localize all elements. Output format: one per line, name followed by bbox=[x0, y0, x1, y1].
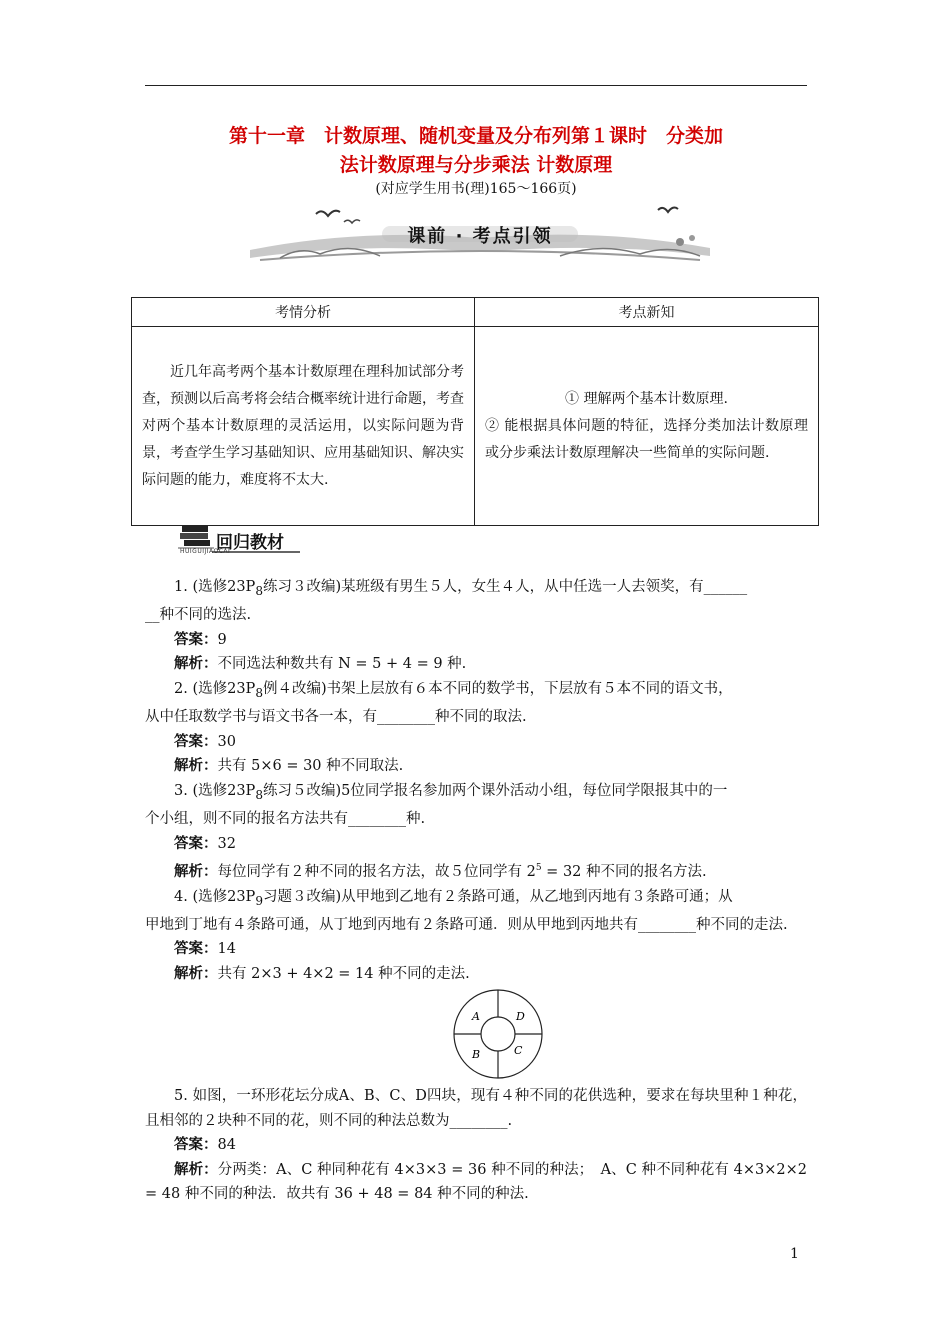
problem-4-cont: 甲地到丁地有４条路可通，从丁地到丙地有２条路可通．则从甲地到丙地共有________种不同的走法. bbox=[145, 916, 788, 933]
problem-1: 1. (选修$23P_8$练习３改编)某班级有男生５人，女生４人，从中任选一人去领奖，有______ bbox=[174, 579, 748, 598]
col1-header: 考情分析 bbox=[132, 298, 475, 327]
subtitle: (对应学生用书(理)165～166页) bbox=[375, 181, 577, 197]
answer-5: 答案：84 bbox=[174, 1136, 236, 1154]
answer-1: 答案：9 bbox=[174, 630, 227, 648]
analysis-1: 解析：不同选法种数共有 N = 5 + 4 = 9 种. bbox=[174, 655, 467, 673]
problem-1-cont: __种不同的选法. bbox=[145, 607, 252, 624]
region-d-label: D bbox=[516, 1010, 525, 1024]
bird-icon bbox=[658, 208, 678, 212]
objective-2: ② 能根据具体问题的特征，选择分类加法计数原理或分步乘法计数原理解决一些简单的实际问题. bbox=[485, 417, 808, 461]
ring-flowerbed-diagram bbox=[452, 988, 544, 1080]
section-banner bbox=[240, 198, 720, 274]
problem-3-cont: 个小组，则不同的报名方法共有________种. bbox=[145, 811, 426, 828]
objective-1: ① 理解两个基本计数原理. bbox=[565, 390, 728, 407]
region-a-label: A bbox=[472, 1010, 480, 1024]
top-rule bbox=[145, 85, 807, 86]
problem-4: 4. (选修$23P_9$习题３改编)从甲地到乙地有２条路可通，从乙地到丙地有３条路可通；从 bbox=[174, 888, 733, 908]
section-header bbox=[176, 522, 302, 556]
title-line-1: 第十一章 计数原理、随机变量及分布列第１课时 分类加 bbox=[228, 125, 723, 147]
analysis-4: 解析：共有 2×3 + 4×2 = 14 种不同的走法. bbox=[174, 964, 470, 982]
answer-3: 答案：32 bbox=[174, 834, 236, 852]
diagram-area bbox=[145, 986, 807, 1084]
analysis-2: 解析：共有 5×6 = 30 种不同取法. bbox=[174, 757, 404, 775]
region-b-label: B bbox=[472, 1048, 481, 1062]
title-line-2: 法计数原理与分步乘法 计数原理 bbox=[339, 154, 613, 176]
analysis-3: 解析：每位同学有２种不同的报名方法，故５位同学有 $2^5 = 32$ 种不同的报名方法. bbox=[174, 863, 707, 880]
chapter-title bbox=[145, 122, 807, 180]
section-title: 回归教材 bbox=[216, 533, 284, 553]
analysis-5: 解析：分两类：A、C 种同种花有 4×3×3 = 36 种不同的种法； A、C 种不同种花有 4×3×2×2 = 48 种不同的种法．故共有 36 + 48 = 84 种不同的种法. bbox=[145, 1160, 808, 1203]
info-table bbox=[131, 297, 819, 526]
answer-4: 答案：14 bbox=[174, 940, 236, 958]
problem-2: 2. (选修$23P_8$例４改编)书架上层放有６本不同的数学书，下层放有５本不同的语文书， bbox=[174, 680, 733, 700]
answer-2: 答案：30 bbox=[174, 732, 236, 750]
page-number: 1 bbox=[790, 1246, 799, 1262]
section-pinyin: HUIGUIJIAOCAI bbox=[180, 548, 231, 555]
banner-title: 课前 · 考点引领 bbox=[407, 226, 553, 247]
bird-icon bbox=[316, 211, 340, 216]
objectives-cell bbox=[475, 327, 819, 526]
col2-header: 考点新知 bbox=[475, 298, 819, 327]
analysis-cell: 近几年高考两个基本计数原理在理科加试部分考查，预测以后高考将会结合概率统计进行命题，考查对两个基本计数原理的灵活运用，以实际问题为背景，考查学生学习基础知识、应用基础知识、解决实际问题的能力，难度将不太大. bbox=[132, 327, 475, 526]
problem-5: 5. 如图，一环形花坛分成A、B、C、D四块，现有４种不同的花供选种，要求在每块里种１种花，且相邻的２块种不同的花，则不同的种法总数为________. bbox=[145, 1088, 807, 1129]
problem-3: 3. (选修$23P_8$练习５改编)5位同学报名参加两个课外活动小组，每位同学限报其中的一 bbox=[174, 782, 728, 802]
exercise-list bbox=[145, 575, 807, 1207]
problem-2-cont: 从中任取数学书与语文书各一本，有________种不同的取法. bbox=[145, 709, 527, 726]
region-c-label: C bbox=[514, 1044, 523, 1058]
